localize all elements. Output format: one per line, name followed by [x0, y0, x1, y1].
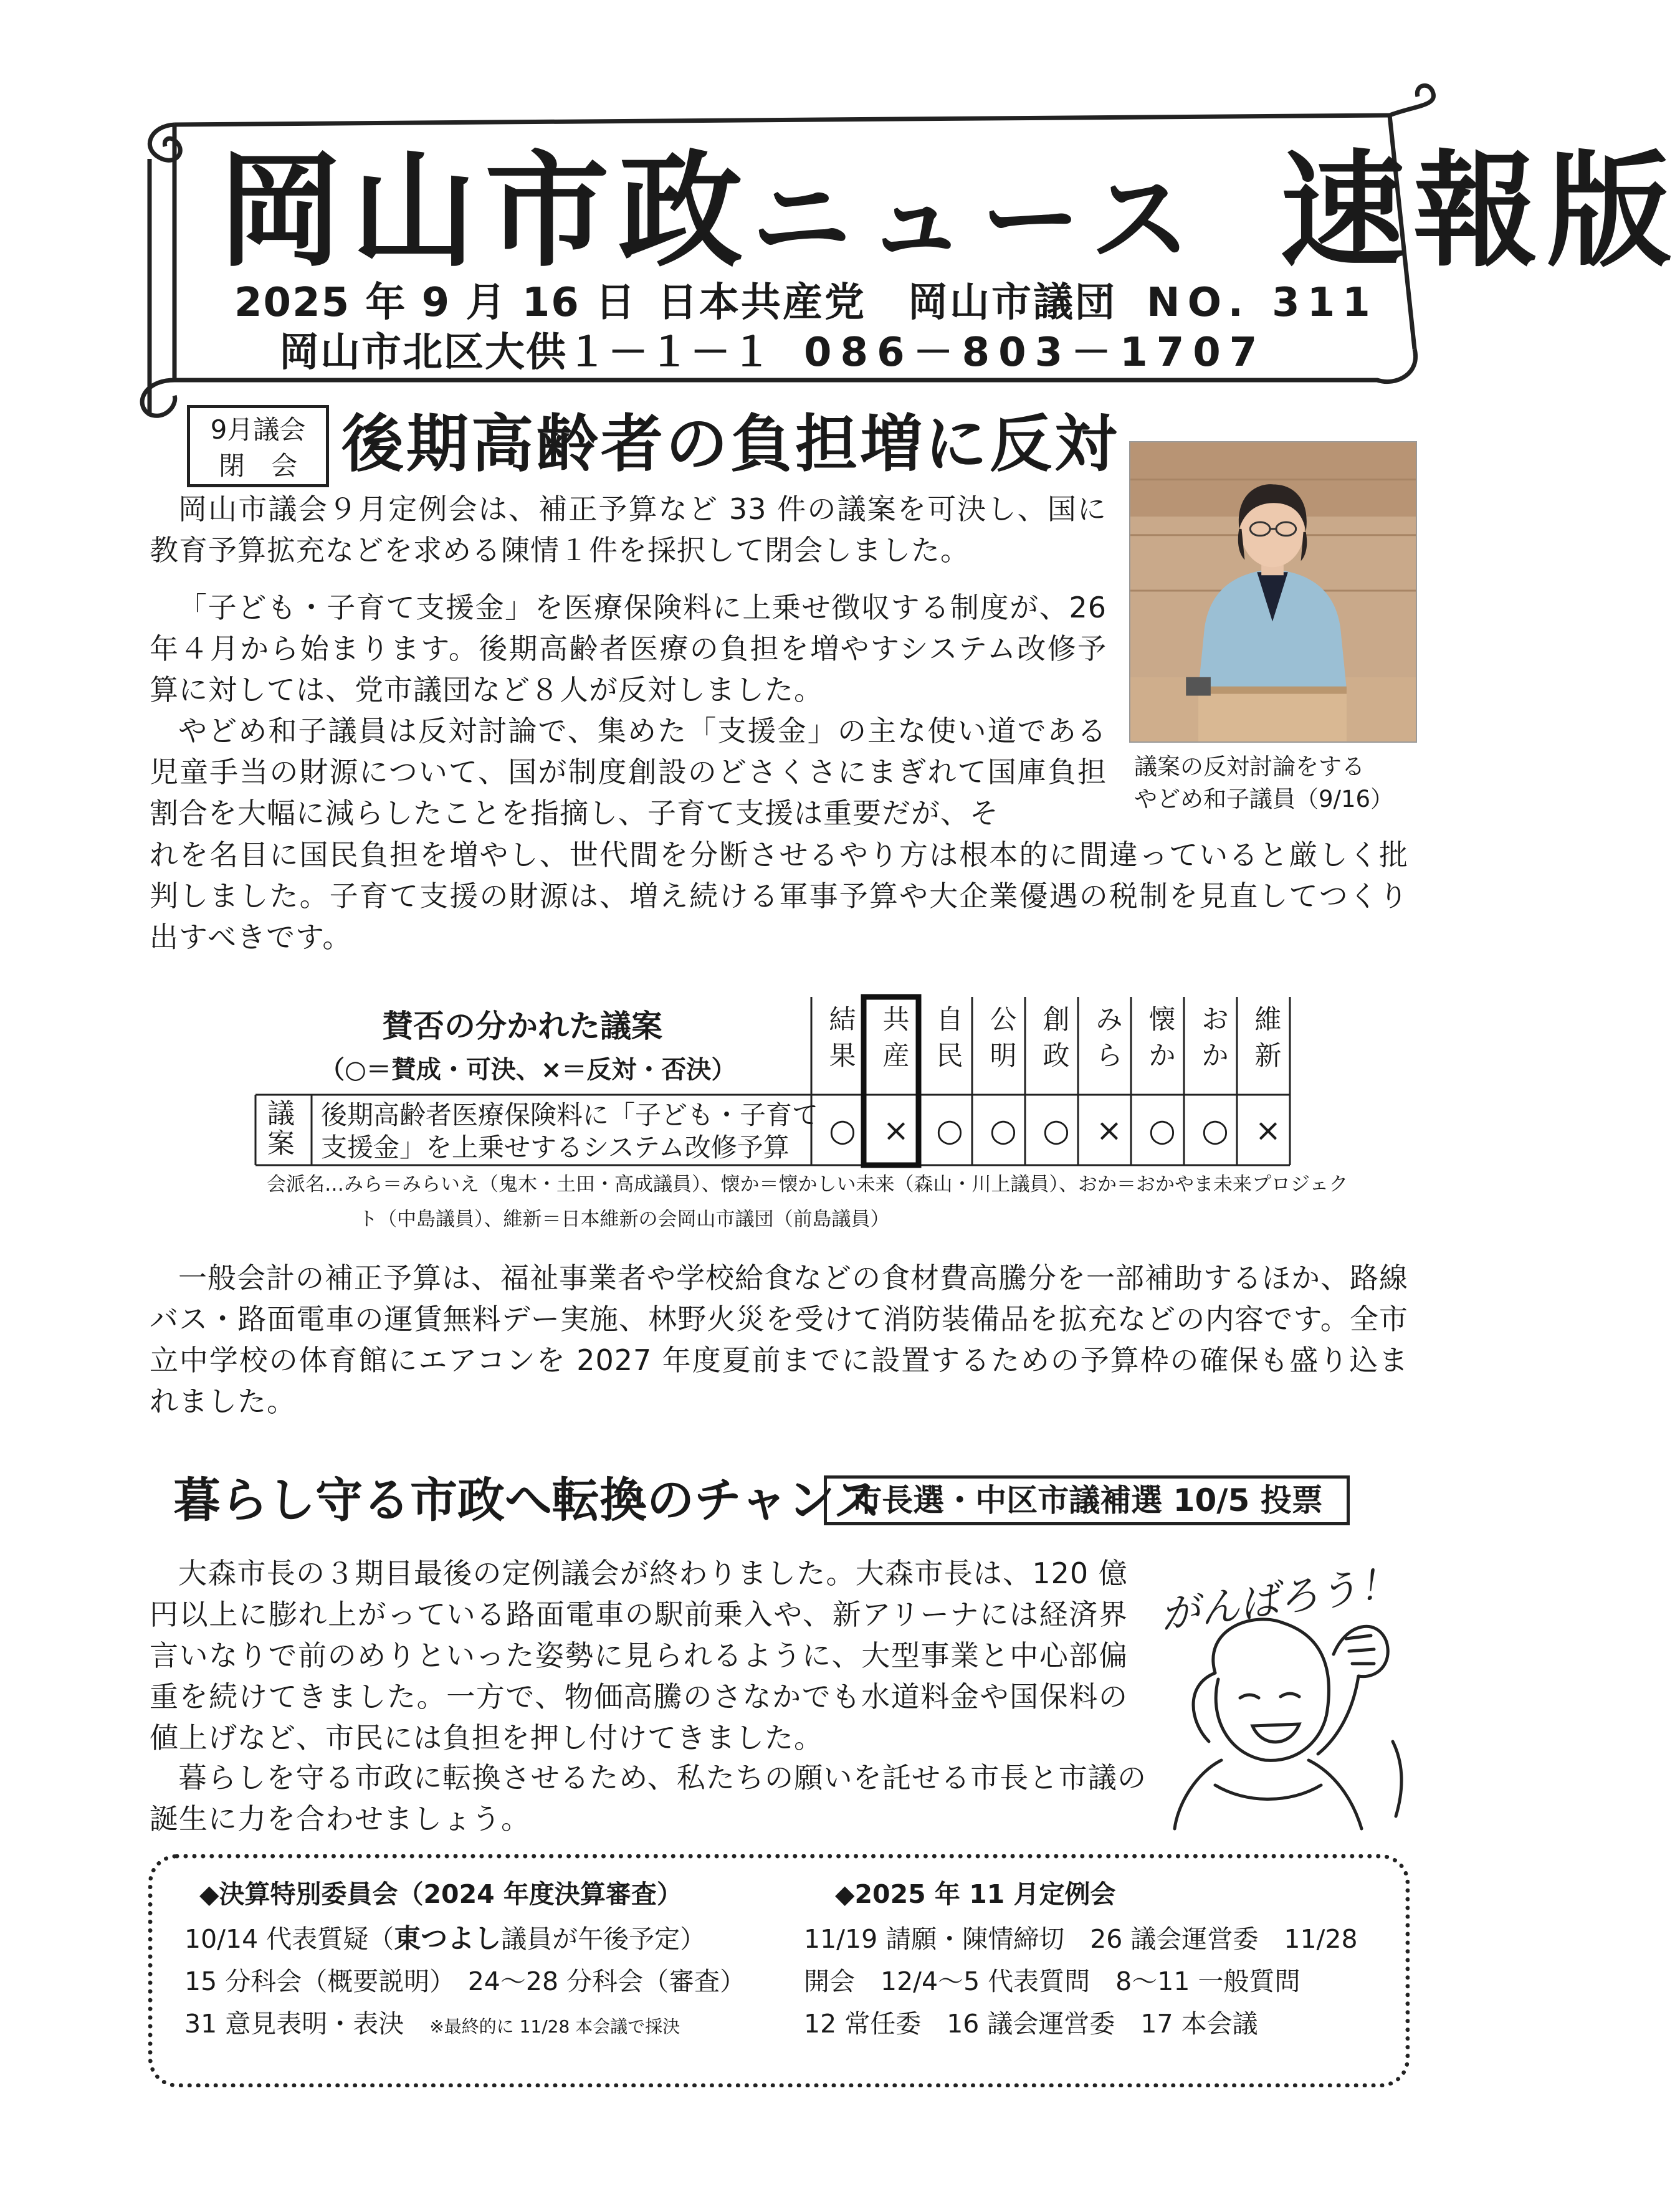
- motion-row-label: 議 案: [267, 1098, 295, 1160]
- vote-cell-komeito: ○: [990, 1112, 1017, 1148]
- schedule-right-line: 11/19 請願・陳情締切 26 議会運営委 11/28: [804, 1924, 1358, 1954]
- column-header-sousei: 創 政: [1043, 1004, 1070, 1072]
- vote-cell-ishin: ×: [1255, 1112, 1281, 1148]
- article1-headline: 後期高齢者の負担増に反対: [341, 407, 1119, 480]
- vote-table-legend: （○＝賛成・可決、×＝反対・否決）: [320, 1055, 737, 1084]
- schedule-right-line: 12 常任委 16 議会運営委 17 本会議: [804, 2009, 1258, 2039]
- schedule-left-line: 31 意見表明・表決 ※最終的に 11/28 本会議で採決: [184, 2009, 680, 2039]
- section-tag-line: 9月議会: [210, 414, 306, 445]
- schedule-left-line: 10/14 代表質疑（東つよし議員が午後予定）: [184, 1923, 706, 1955]
- phone-number: 086－803－1707: [804, 330, 1266, 376]
- column-header-ishin: 維 新: [1254, 1004, 1282, 1072]
- schedule-right-title: ◆2025 年 11 月定例会: [835, 1879, 1116, 1909]
- masthead-title-main: 岡山市政: [218, 139, 752, 284]
- councillor-photo: [1129, 441, 1417, 743]
- column-header-jcp: 共 産: [882, 1004, 910, 1072]
- photo-caption-line: やどめ和子議員（9/16）: [1134, 786, 1394, 812]
- column-header-mira: み ら: [1095, 1004, 1123, 1072]
- masthead-title-sub: ニュース: [752, 161, 1206, 278]
- address: 岡山市北区大供１－１－１: [279, 330, 773, 376]
- article1-paragraph-3-cont: れを名目に国民負担を増やし、世代間を分断させるやり方は根本的に間違っていると厳しく批判しました。子育て支援の財源は、増え続ける軍事予算や大企業優遇の税制を見直してつくり出すべきです。: [150, 838, 1408, 954]
- column-header-ldp: 自 民: [936, 1004, 963, 1072]
- cartoon-caption: がんばろう！: [1157, 1560, 1401, 1639]
- section-tag: [187, 405, 329, 487]
- article1-paragraph-4: 一般会計の補正予算は、福祉事業者や学校給食などの食材費高騰分を一部補助するほか、路線バス・路面電車の運賃無料デー実施、林野火災を受けて消防装備品を拡充などの内容です。全市立中学校の体育館にエアコンを 2027 年度夏前までに設置するための予算枠の確保も盛り込まれました。: [150, 1261, 1408, 1418]
- article2-paragraph-2: 暮らしを守る市政に転換させるため、私たちの願いを託せる市長と市議の誕生に力を合わせましょう。: [150, 1761, 1147, 1836]
- article1-paragraph-3: やどめ和子議員は反対討論で、集めた「支援金」の主な使い道である児童手当の財源について、国が制度創設のどさくさにまぎれて国庫負担割合を大幅に減らしたことを指摘し、子育て支援は重要だが、そ: [150, 714, 1107, 830]
- vote-cell-mira: ×: [1096, 1112, 1122, 1148]
- masthead-edition: 速報版: [1280, 139, 1680, 284]
- issue-date: 2025 年 9 月 16 日: [234, 280, 637, 326]
- column-header-komeito: 公 明: [990, 1004, 1017, 1072]
- article1-paragraph-1: 岡山市議会９月定例会は、補正予算など 33 件の議案を可決し、国に教育予算拡充などを求める陳情１件を採択して閉会しました。: [150, 492, 1107, 567]
- section-tag-line: 閉 会: [218, 450, 297, 481]
- faction-footnote-cont: ト（中島議員）、維新＝日本維新の会岡山市議団（前島議員）: [358, 1208, 890, 1231]
- election-badge: 市長選・中区市議補選 10/5 投票: [824, 1475, 1350, 1525]
- vote-cell-result: ○: [829, 1112, 856, 1148]
- column-header-natsuka: 懐 か: [1148, 1004, 1176, 1072]
- vote-cell-ldp: ○: [936, 1112, 963, 1148]
- masthead-title: [218, 139, 1680, 284]
- column-header-oka: お か: [1201, 1004, 1229, 1072]
- schedule-right-line: 開会 12/4～5 代表質問 8～11 一般質問: [804, 1966, 1301, 1996]
- schedule-left-title: ◆決算特別委員会（2024 年度決算審査）: [199, 1879, 682, 1909]
- issue-number: NO. 311: [1147, 280, 1378, 326]
- motion-description: 後期高齢者医療保険料に「子ども・子育て 支援金」を上乗せするシステム改修予算: [321, 1100, 819, 1163]
- schedule-note: ※最終的に 11/28 本会議で採決: [429, 2016, 680, 2037]
- vote-cell-sousei: ○: [1043, 1112, 1070, 1148]
- faction-footnote: 会派名…みら＝みらいえ（鬼木・土田・高成議員）、懐か＝懐かしい未来（森山・川上議員）、おか＝おかやま未来プロジェク: [267, 1173, 1348, 1196]
- vote-cell-jcp: ×: [883, 1112, 909, 1148]
- article2-paragraph-1: 大森市長の３期目最後の定例議会が終わりました。大森市長は、120 億円以上に膨れ上がっている路面電車の駅前乗入や、新アリーナには経済界言いなりで前のめりといった姿勢に見られるように、大型事業と中心部偏重を続けてきました。一方で、物価高騰のさなかでも水道料金や国保料の値上げなど、市民には負担を押し付けてきました。: [150, 1556, 1128, 1755]
- cheering-cartoon: [1147, 1555, 1415, 1829]
- schedule-left-line: 15 分科会（概要説明） 24～28 分科会（審査）: [184, 1966, 746, 1996]
- vote-cell-natsuka: ○: [1148, 1112, 1176, 1148]
- article2-headline: 暮らし守る市政へ転換のチャンス: [173, 1472, 881, 1528]
- organization-name: 日本共産党 岡山市議団: [657, 280, 1117, 326]
- photo-caption: [1134, 751, 1427, 816]
- photo-caption-line: 議案の反対討論をする: [1134, 753, 1365, 780]
- vote-cell-oka: ○: [1201, 1112, 1229, 1148]
- column-header-result: 結 果: [829, 1004, 856, 1072]
- article1-paragraph-2: 「子ども・子育て支援金」を医療保険料に上乗せ徴収する制度が、26 年４月から始まります。後期高齢者医療の負担を増やすシステム改修予算に対しては、党市議団など８人が反対しました。: [150, 591, 1107, 707]
- councillor-name: 東つよし: [394, 1923, 502, 1955]
- vote-table-title: 賛否の分かれた議案: [382, 1008, 662, 1044]
